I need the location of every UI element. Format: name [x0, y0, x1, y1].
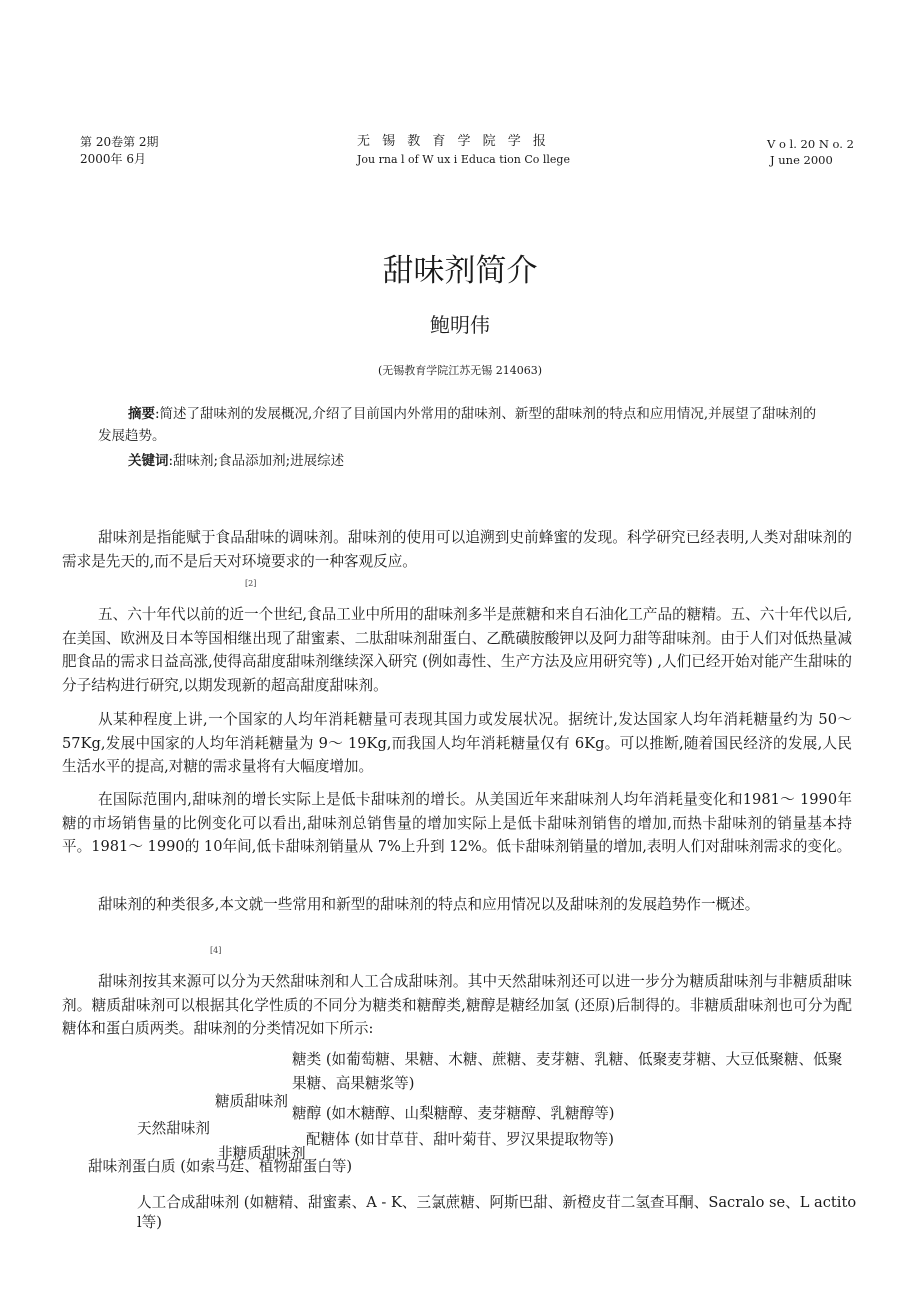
issue-cn: 第 20卷第 2期 [80, 135, 159, 149]
class-sugar-alcohols: 糖醇 (如木糖醇、山梨糖醇、麦芽糖醇、乳糖醇等) [292, 1105, 615, 1122]
class-synthetic-cont: l等) [137, 1214, 162, 1231]
citation-ref: [2] [245, 579, 257, 588]
paragraph-classification: 甜味剂按其来源可以分为天然甜味剂和人工合成甜味剂。其中天然甜味剂还可以进一步分为糖质甜味剂与非糖质甜味剂。糖质甜味剂可以根据其化学性质的不同分为糖类和糖醇类,糖醇是糖经加氢 (还原)后制得的。非糖质甜味剂也可分为配糖体和蛋白质两类。甜味剂的分类情况如下所示: [62, 973, 852, 1037]
class-non-sugar-sweetener: 非糖质甜味剂 [218, 1145, 306, 1162]
keywords-text: :甜味剂;食品添加剂;进展综述 [168, 453, 345, 469]
keywords [128, 450, 344, 472]
affiliation: (无锡教育学院江苏无锡 214063) [377, 364, 543, 377]
class-sugar-types-cont: 果糖、高果糖浆等) [292, 1075, 415, 1092]
issue-en: V o l. 20 N o. 2 [767, 137, 854, 151]
class-sugar-sweetener: 糖质甜味剂 [215, 1093, 288, 1110]
abstract [98, 403, 828, 447]
paragraph-intro: 甜味剂是指能赋于食品甜味的调味剂。甜味剂的使用可以追溯到史前蜂蜜的发现。科学研究已经表明,人类对甜味剂的需求是先天的,而不是后天对环境要求的一种客观反应。 [62, 529, 852, 570]
author: 鲍明伟 [430, 313, 490, 337]
class-synthetic: 人工合成甜味剂 (如糖精、甜蜜素、A - K、三氯蔗糖、阿斯巴甜、新橙皮苷二氢查耳酮、Sacralo se、L actito [137, 1194, 857, 1211]
date-en: J une 2000 [770, 153, 833, 167]
class-proteins: 甜味剂蛋白质 (如索马廷、植物甜蛋白等) [88, 1158, 353, 1175]
keywords-label: 关键词 [128, 453, 169, 469]
class-natural-sweetener: 天然甜味剂 [137, 1120, 210, 1137]
journal-title-cn: 无 锡 教 育 学 院 学 报 [357, 134, 550, 149]
paragraph-scope: 甜味剂的种类很多,本文就一些常用和新型的甜味剂的特点和应用情况以及甜味剂的发展趋势作一概述。 [98, 896, 760, 913]
journal-title-en: Jou rna l of W ux i Educa tion Co llege [357, 153, 570, 166]
abstract-text: :简述了甜味剂的发展概况,介绍了目前国内外常用的甜味剂、新型的甜味剂的特点和应用情况,并展望了甜味剂的发展趋势。 [98, 406, 817, 444]
class-glycosides: 配糖体 (如甘草苷、甜叶菊苷、罗汉果提取物等) [306, 1131, 614, 1148]
citation-ref: [4] [210, 946, 222, 955]
paragraph-history: 五、六十年代以前的近一个世纪,食品工业中所用的甜味剂多半是蔗糖和来自石油化工产品的糖精。五、六十年代以后,在美国、欧洲及日本等国相继出现了甜蜜素、二肽甜味剂甜蛋白、乙酰磺胺酸钾以及阿力甜等甜味剂。由于人们对低热量减肥食品的需求日益高涨,使得高甜度甜味剂继续深入研究 (例如毒性、生产方法及应用研究等) ,人们已经开始对能产生甜味的分子结构进行研究,以期发现新的超高甜度甜味剂。 [62, 606, 852, 694]
abstract-label: 摘要 [128, 406, 155, 422]
date-cn: 2000年 6月 [80, 152, 146, 166]
paragraph-market: 在国际范围内,甜味剂的增长实际上是低卡甜味剂的增长。从美国近年来甜味剂人均年消耗量变化和1981～ 1990年糖的市场销售量的比例变化可以看出,甜味剂总销售量的增加实际上是低卡甜味剂销售的增加,而热卡甜味剂的销量基本持平。1981～ 1990的 10年间,低卡甜味剂销量从 7%上升到 12%。低卡甜味剂销量的增加,表明人们对甜味剂需求的变化。 [62, 791, 852, 855]
class-sugar-types: 糖类 (如葡萄糖、果糖、木糖、蔗糖、麦芽糖、乳糖、低聚麦芽糖、大豆低聚糖、低聚 [292, 1051, 843, 1068]
paper-title: 甜味剂简介 [382, 253, 538, 289]
paragraph-consumption: 从某种程度上讲,一个国家的人均年消耗糖量可表现其国力或发展状况。据统计,发达国家人均年消耗糖量约为 50～ 57Kg,发展中国家的人均年消耗糖量为 9～ 19Kg,而我国人均年消耗糖量仅有 6Kg。可以推断,随着国民经济的发展,人民生活水平的提高,对糖的需求量将有大幅度增加。 [62, 711, 852, 775]
